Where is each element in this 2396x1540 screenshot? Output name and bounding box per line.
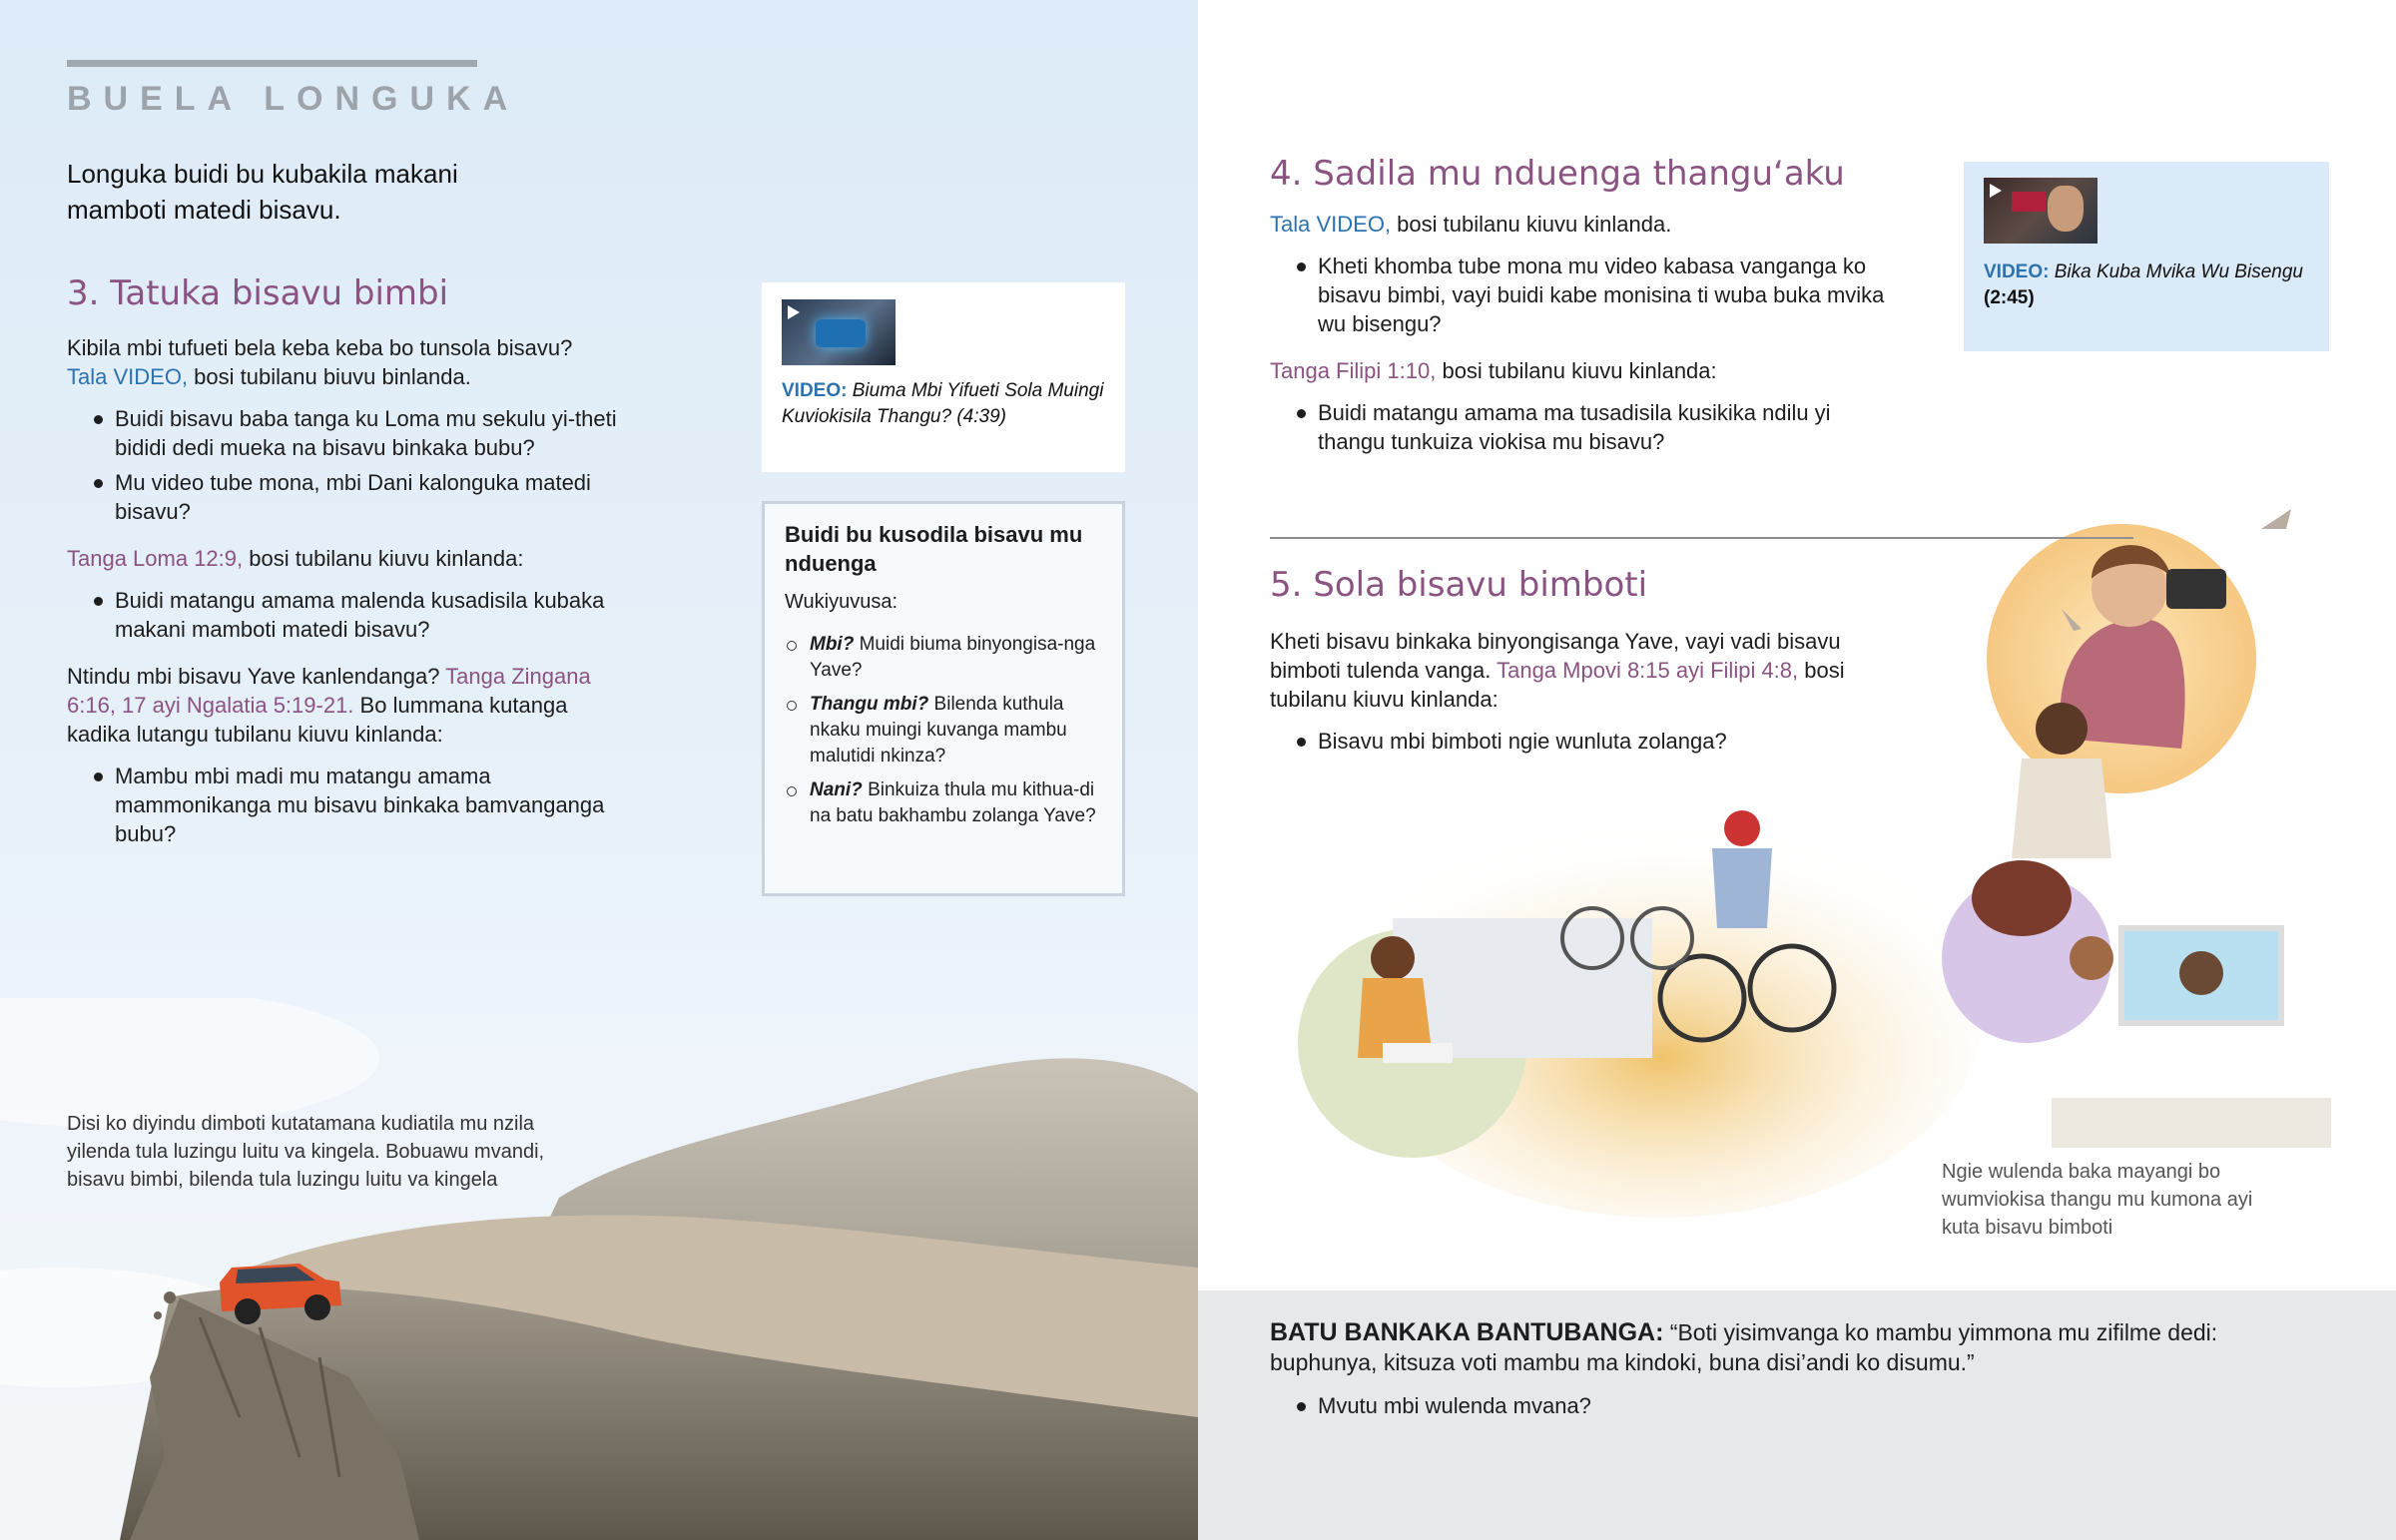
s4-p2-rest: bosi tubilanu kiuvu kinlanda: bbox=[1442, 358, 1717, 383]
s4-video-link[interactable]: Tala VIDEO, bbox=[1270, 212, 1392, 237]
s3-bullets-1 bbox=[67, 404, 626, 526]
divider bbox=[1270, 537, 2133, 539]
video-card-1[interactable] bbox=[762, 282, 1125, 472]
s3-p2-rest: bosi tubilanu kiuvu kinlanda: bbox=[249, 546, 524, 571]
screen-icon bbox=[2012, 192, 2046, 212]
tv-game-figure bbox=[2052, 928, 2331, 1148]
face-icon bbox=[2048, 186, 2084, 232]
list-item bbox=[785, 692, 1102, 770]
s5-scripture-ref[interactable]: Tanga Mpovi 8:15 ayi Filipi 4:8, bbox=[1497, 658, 1799, 683]
s3-p1-text: Kibila mbi tufueti bela keba keba bo tunsola bisavu? bbox=[67, 335, 573, 360]
tip-box-title: Buidi bu kusodila bisavu mu nduenga bbox=[785, 522, 1083, 576]
left-caption: Disi ko diyindu dimboti kutatamana kudiatila mu nzila yilenda tula luzingu luitu va kingela. Bobuawu mvandi, bisavu bimbi, bilenda tula luzingu luitu va kingela bbox=[67, 1113, 545, 1191]
video-caption-2 bbox=[1984, 259, 2319, 311]
section-5-title: 5. Sola bisavu bimboti bbox=[1270, 565, 1648, 605]
s5-p1-text: Kheti bisavu binkaka binyongisanga Yave, vayi vadi bisavu bimboti tulenda vanga. bbox=[1270, 629, 1841, 683]
s3-video-link[interactable]: Tala VIDEO, bbox=[67, 364, 189, 389]
cliff-car-illustration bbox=[0, 998, 1198, 1540]
tip-box-list bbox=[785, 632, 1102, 829]
video-title[interactable]: Biuma Mbi Yifueti Sola Muingi Kuviokisila Thangu? (4:39) bbox=[782, 380, 1104, 427]
s4-bullets-2 bbox=[1270, 398, 1889, 456]
list-item bbox=[785, 632, 1102, 684]
s5-p1-rest: bosi tubilanu kiuvu kinlanda: bbox=[1270, 658, 1845, 712]
s5-bullets-1 bbox=[1270, 727, 1879, 756]
list-item: Mambu mbi madi mu matangu amama mammonikanga mu bisavu binkaka bamvanganga bubu? bbox=[67, 762, 626, 848]
phone-icon bbox=[816, 319, 866, 347]
question-word: Thangu mbi? bbox=[810, 694, 929, 715]
play-icon bbox=[788, 305, 800, 319]
section-3-title: 3. Tatuka bisavu bimbi bbox=[67, 273, 449, 313]
list-item: Mu video tube mona, mbi Dani kalonguka matedi bisavu? bbox=[67, 468, 626, 526]
section-bar bbox=[67, 60, 477, 67]
s3-p3-start: Ntindu mbi bisavu Yave kanlendanga? bbox=[67, 664, 440, 689]
intro-text: Longuka buidi bu kubakila makani mamboti matedi bisavu. bbox=[67, 159, 458, 225]
s3-paragraph-2 bbox=[67, 544, 626, 573]
footer-label: BATU BANKAKA BANTUBANGA: bbox=[1270, 1318, 1664, 1346]
list-item: Bisavu mbi bimboti ngie wunluta zolanga? bbox=[1270, 727, 1879, 756]
s4-bullets-1 bbox=[1270, 252, 1889, 338]
s3-scripture-ref-1[interactable]: Tanga Loma 12:9, bbox=[67, 546, 244, 571]
s3-bullets-2 bbox=[67, 586, 626, 644]
list-item: Buidi matangu amama ma tusadisila kusikika ndilu yi thangu tunkuiza viokisa mu bisavu? bbox=[1270, 398, 1889, 456]
s5-paragraph-1 bbox=[1270, 627, 1879, 714]
footer-quote: “Boti yisimvanga ko mambu yimmona mu zifilme dedi: buphunya, kitsuza voti mambu ma kindoki, buna disi’andi ko disumu.” bbox=[1270, 1319, 2218, 1375]
right-caption: Ngie wulenda baka mayangi bo wumviokisa thangu mu kumona ayi kuta bisavu bimboti bbox=[1942, 1161, 2253, 1239]
list-item: Buidi matangu amama malenda kusadisila kubaka makani mamboti matedi bisavu? bbox=[67, 586, 626, 644]
video-thumbnail-2[interactable] bbox=[1984, 178, 2097, 244]
section-4-title: 4. Sadila mu nduenga thangu‘aku bbox=[1270, 154, 1845, 194]
s3-p3-rest: Bo lummana kutanga kadika lutangu tubilanu kiuvu kinlanda: bbox=[67, 693, 568, 747]
s4-paragraph-2 bbox=[1270, 356, 1889, 385]
footer-content bbox=[1270, 1317, 2268, 1420]
s3-paragraph-3 bbox=[67, 662, 626, 749]
section-4 bbox=[1270, 154, 1889, 456]
video-card-2[interactable] bbox=[1964, 162, 2329, 351]
question-text: Bilenda kuthula nkaku muingi kuvanga mambu malutidi nkinza? bbox=[810, 694, 1067, 767]
video-label: VIDEO: bbox=[782, 380, 848, 401]
list-item: Kheti khomba tube mona mu video kabasa vanganga ko bisavu bimbi, vayi buidi kabe monisina ti wuba buka mvika wu bisengu? bbox=[1270, 252, 1889, 338]
s4-paragraph-1 bbox=[1270, 210, 1889, 239]
s3-bullets-3 bbox=[67, 762, 626, 848]
s3-p1-rest: bosi tubilanu biuvu binlanda. bbox=[194, 364, 471, 389]
video-label: VIDEO: bbox=[1984, 261, 2050, 282]
footer-bullets bbox=[1270, 1391, 2268, 1420]
list-item: Buidi bisavu baba tanga ku Loma mu sekulu yi-theti bididi dedi mueka na bisavu binkaka bubu? bbox=[67, 404, 626, 462]
section-3 bbox=[67, 273, 626, 848]
s3-scripture-ref-2[interactable]: Tanga Zingana 6:16, 17 ayi Ngalatia 5:19-21. bbox=[67, 664, 591, 718]
question-text: Binkuiza thula mu kithua-di na batu bakhambu zolanga Yave? bbox=[810, 779, 1096, 826]
video-caption-1 bbox=[782, 378, 1111, 430]
list-item bbox=[785, 777, 1102, 829]
s4-p1-rest: bosi tubilanu kiuvu kinlanda. bbox=[1397, 212, 1672, 237]
s4-scripture-ref[interactable]: Tanga Filipi 1:10, bbox=[1270, 358, 1437, 383]
section-label: BUELA LONGUKA bbox=[67, 80, 520, 118]
play-icon bbox=[1990, 184, 2002, 198]
tip-box bbox=[762, 501, 1125, 896]
tip-box-subtitle: Wukiyuvusa: bbox=[785, 591, 898, 613]
question-word: Mbi? bbox=[810, 634, 855, 655]
list-item: Mvutu mbi wulenda mvana? bbox=[1270, 1391, 2268, 1420]
video-duration: (2:45) bbox=[1984, 287, 2035, 308]
video-title[interactable]: Bika Kuba Mvika Wu Bisengu bbox=[2054, 261, 2303, 282]
section-5 bbox=[1270, 565, 1879, 756]
video-thumbnail-1[interactable] bbox=[782, 299, 896, 365]
question-word: Nani? bbox=[810, 779, 863, 800]
question-text: Muidi biuma binyongisa-nga Yave? bbox=[810, 634, 1096, 681]
s3-paragraph-1 bbox=[67, 333, 626, 391]
footer-paragraph bbox=[1270, 1317, 2268, 1377]
